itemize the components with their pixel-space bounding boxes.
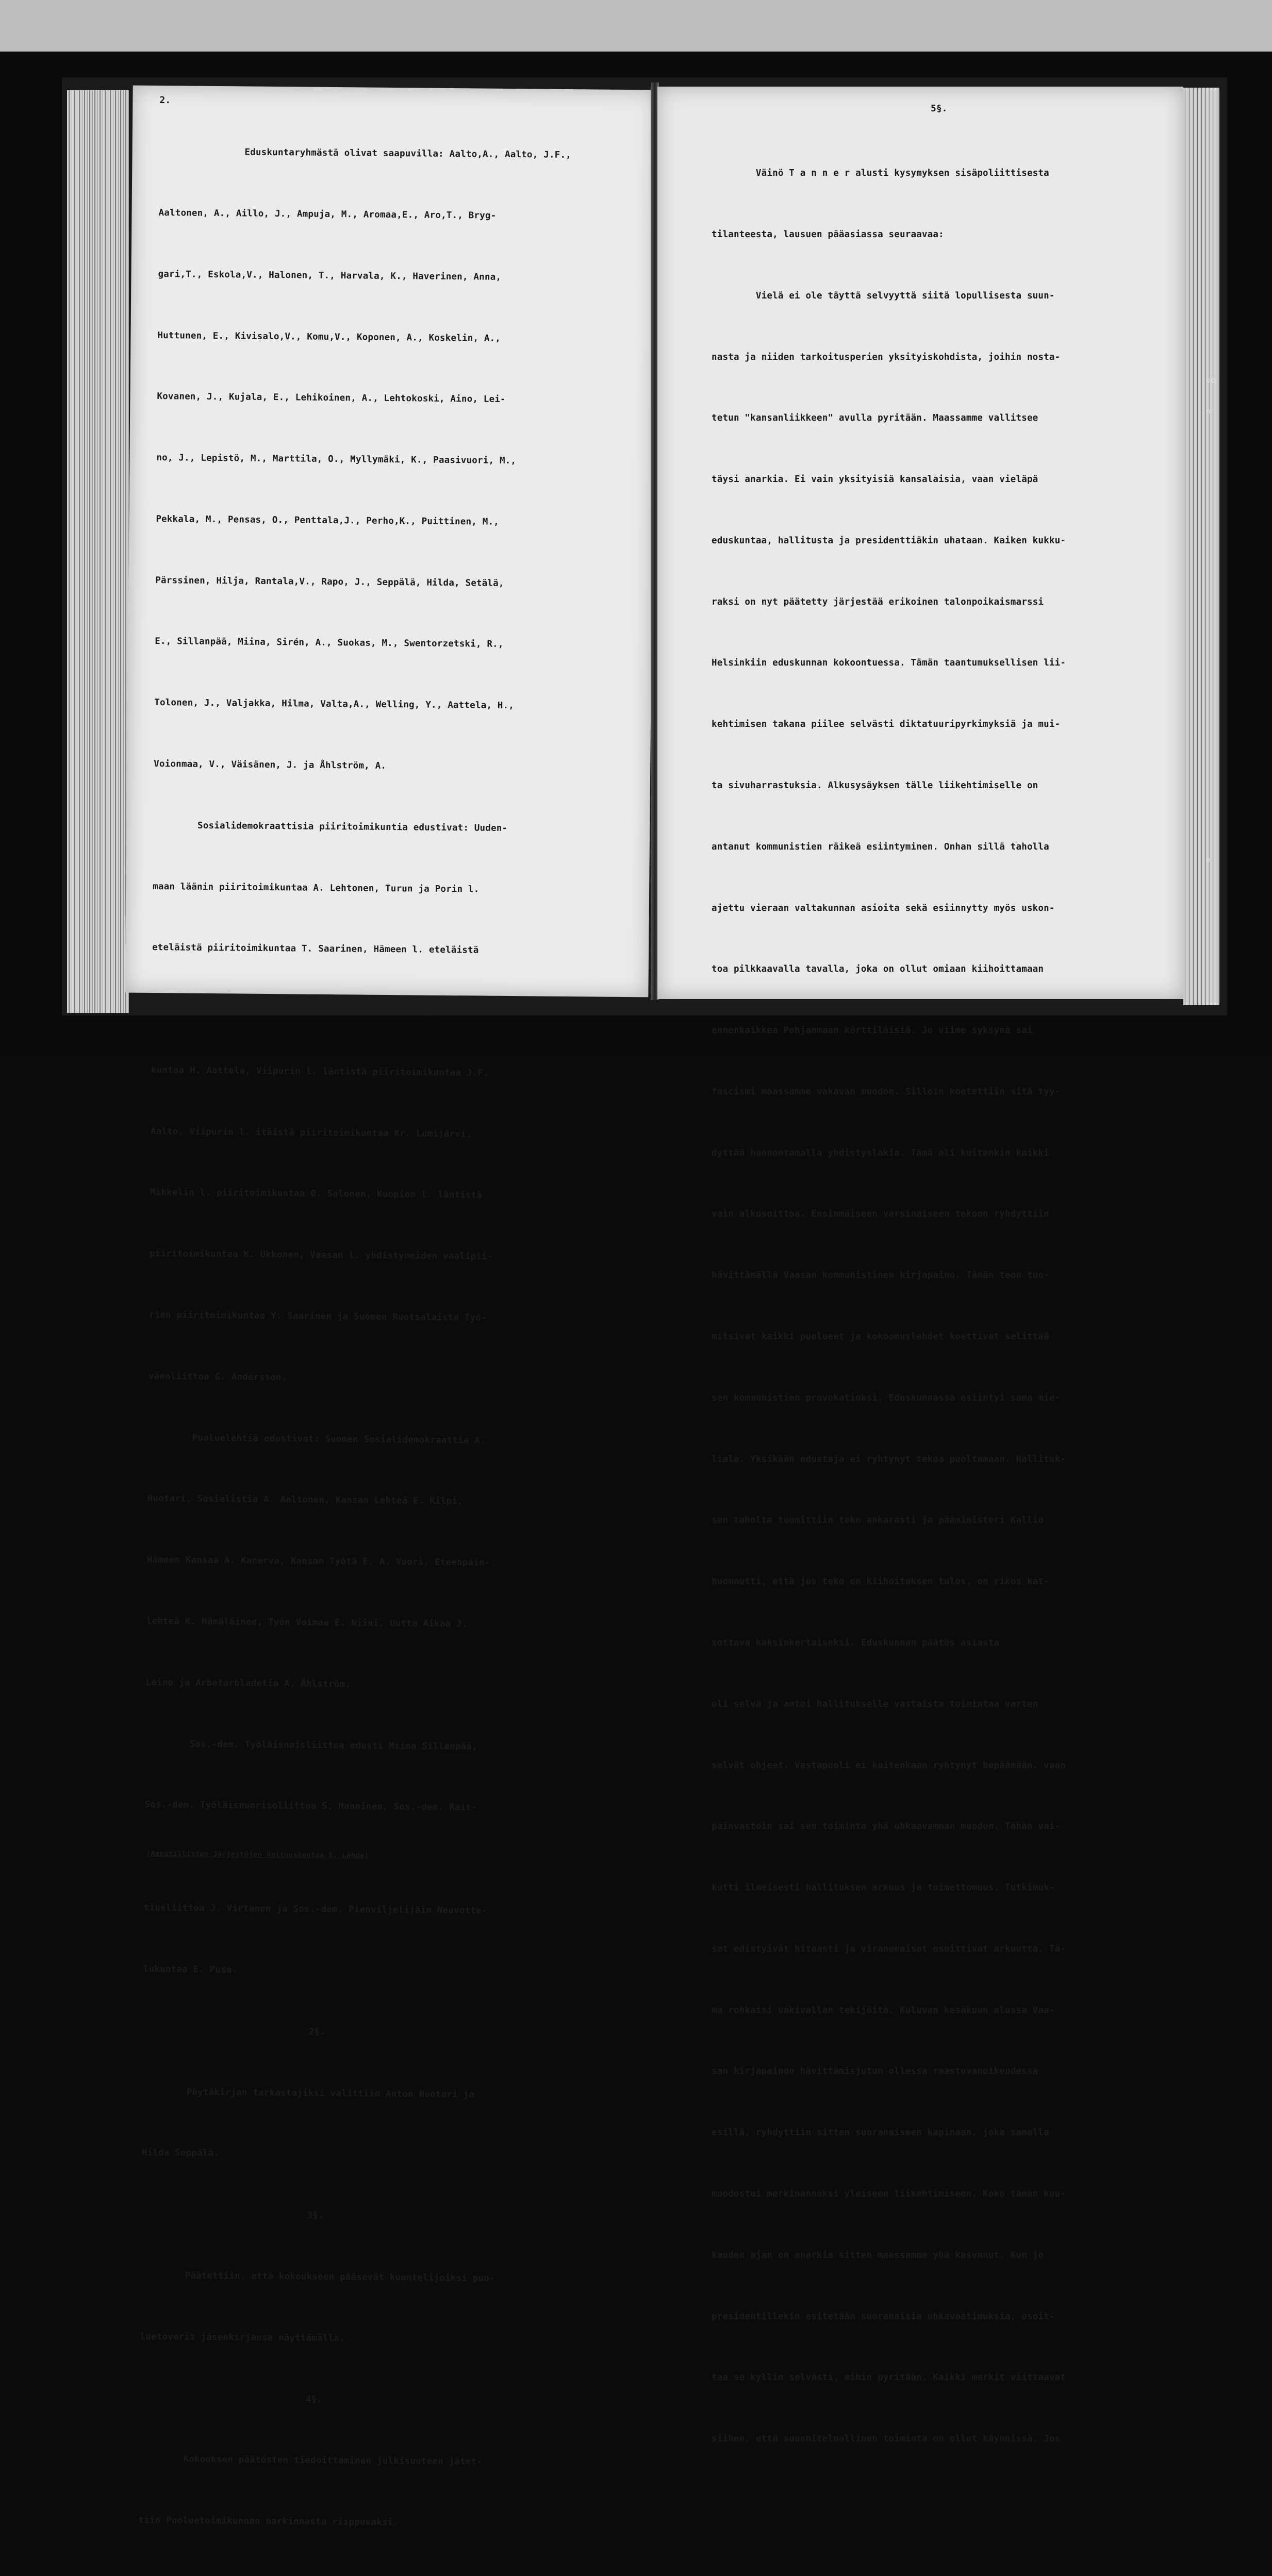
text-line: fascismi maassamme vakavan muodon. Silloin koetettiin sitä tyy- [712, 1086, 1061, 1097]
text-line: rien piiritoimikuntaa Y. Saarinen ja Suomen Ruotsalaista Työ- [148, 1309, 487, 1323]
text-line: Voionmaa, V., Väisänen, J. ja Åhlström, A. [154, 759, 387, 771]
scanner-top-strip [0, 0, 1272, 52]
edge-mark: e [1206, 856, 1211, 864]
section-heading: 2§. [142, 2025, 326, 2037]
text-line: hävittämällä Vaasan kommunistinen kirjapaino. Tämän teon tuo- [712, 1270, 1049, 1281]
text-line: ta sivuharrastuksia. Alkusysäyksen tälle liikehtimiselle on [712, 780, 1038, 791]
text-line: piiritoimikuntaa T. Aaltonen, Hämeen l. pohjoista piiritoimi- [151, 1004, 490, 1017]
text-line: Päätettiin, että kokoukseen pääsevät kuuntelijoiksi puo- [140, 2270, 495, 2284]
text-line: Hämeen Kansaa A. Kanerva, Kansan Työtä E. A. Vuori, Eteenpäin- [146, 1555, 490, 1568]
text-line: Sos.-dem. Työläisnuorisoliittoa S. Manninen, Sos.-dem. Rait- [144, 1800, 477, 1813]
text-line: esillä, ryhdyttiin sitten suoranaiseen kapinaan, joka samalla [712, 2128, 1049, 2138]
text-line: Väinö T a n n e r alusti kysymyksen sisäpoliittisesta [712, 168, 1049, 179]
text-line: no, J., Lepistö, M., Marttila, O., Myllymäki, K., Paasivuori, M., [156, 453, 517, 467]
left-page [125, 86, 656, 2528]
text-line: Pekkala, M., Pensas, O., Penttala,J., Perho,K., Puittinen, M., [156, 513, 500, 527]
left-page-text [138, 101, 572, 2575]
text-line: set edistyivät hitaasti ja viranomaiset osoittivat arkuutta. Tä- [712, 1943, 1066, 1954]
text-line: presidentillekin esitetään suoranaisia uhkavaatimuksia, osoit- [712, 2311, 1055, 2322]
text-line: mitsivat kaikki puolueet ja kokoomuslehdet koettivat selittää [712, 1332, 1049, 1342]
text-line: piiritoimikuntaa K. Ukkonen, Vaasan l. yhdistyneiden vaalipii- [149, 1249, 493, 1262]
text-line: Aalto, Viipurin l. itäistä piiritoimikuntaa Kr. Lumijärvi, [150, 1126, 472, 1140]
text-line: sen taholta tuomittiin teko ankarasti ja pääministeri Kallio [712, 1515, 1044, 1526]
text-line: mä rohkaisi väkivallan tekijöitä. Kuluvan kesäkuun alussa Vaa- [712, 2005, 1055, 2016]
text-line: täysi anarkia. Ei vain yksityisiä kansalaisia, vaan vieläpä [712, 474, 1038, 485]
text-line: Aaltonen, A., Aillo, J., Ampuja, M., Aromaa,E., Aro,T., Bryg- [158, 208, 497, 221]
text-line: kauden ajan on anarkia sitten maassamme yhä kasvanut. Kun jo [712, 2250, 1044, 2261]
text-line: Eduskuntaryhmästä olivat saapuvilla: Aalto,A., Aalto, J.F., [200, 146, 571, 161]
section-heading: 4§. [139, 2392, 322, 2405]
page-number: 2. [159, 95, 171, 106]
text-line: tetun "kansanliikkeen" avulla pyritään. Maassamme vallitsee [712, 413, 1038, 424]
left-page-edges [67, 90, 129, 1013]
text-line: sottava kaksinkertaiseksi. Eduskunnan päätös asiasta [712, 1637, 1000, 1648]
text-line: kutti ilmeisesti hallituksen arkuus ja toimettomuus. Tutkimuk- [712, 1883, 1055, 1893]
text-line: väenliittoa G. Andersson. [148, 1371, 287, 1383]
text-line: Huotari, Sosialistia A. Aaltonen, Kansan Lehteä E. Kilpi, [147, 1493, 463, 1507]
text-line: tilanteesta, lausuen pääasiassa seuraavaa: [712, 229, 944, 240]
text-line: luetoverit jäsenkirjansa näyttämällä. [140, 2331, 345, 2344]
text-line: antanut kommunistien räikeä esiintyminen. Onhan sillä taholla [712, 841, 1049, 852]
text-line: Kovanen, J., Kujala, E., Lehikoinen, A., Lehtokoski, Aino, Lei- [157, 391, 506, 405]
text-line: sen kommunistien provokatioksi. Eduskunnassa esiintyi sama mie- [712, 1392, 1061, 1403]
text-line: toa pilkkaavalla tavalla, joka on ollut omiaan kiihoittamaan [712, 964, 1044, 975]
text-line: oli selvä ja antoi hallitukselle vastaista toimintaa varten [712, 1699, 1038, 1709]
text-line: Vielä ei ole täyttä selvyyttä siitä lopullisesta suun- [712, 290, 1055, 301]
text-line: taa se kyllin selvästi, mihin pyritään. Kaikki merkit viittaavat [712, 2372, 1066, 2383]
text-line: huomautti, että jos teko on kiihoituksen tulos, on rikos kat- [712, 1576, 1049, 1587]
text-line: san kirjapainon hävittämisjutun ollessa raastuvanoikeudessa [712, 2066, 1038, 2077]
text-line: ennenkaikkea Pohjanmaan körttiläisiä. Jo viime syksynä sai [712, 1025, 1033, 1036]
text-line: selvät ohjeet. Vastapuoli ei kuitenkaan ryhtynyt bepäämään, vaan [712, 1760, 1066, 1771]
text-line: E., Sillanpää, Miina, Sirén, A., Suokas, M., Swentorzetski, R., [155, 636, 504, 650]
text-line: Pärssinen, Hilja, Rantala,V., Rapo, J., Seppälä, Hilda, Setälä, [155, 575, 504, 589]
text-line: siihen, että suunnitelmallinen toiminta on ollut käynnissä. Jos [712, 2434, 1061, 2445]
text-line: Leino ja Arbetarbladetia A. Åhlström. [145, 1677, 351, 1690]
edge-mark: n [1206, 407, 1211, 416]
text-line: maan läänin piiritoimikuntaa A. Lehtonen, Turun ja Porin l. [153, 881, 480, 895]
text-line: dyttää huonontamalla yhdistyslakia. Tämä oli kuitenkin kaikki [712, 1148, 1049, 1158]
text-line: Huttunen, E., Kivisalo,V., Komu,V., Koponen, A., Koskelin, A., [157, 330, 501, 344]
text-line: Pöytäkirjan tarkastajiksi valittiin Anton Huotari ja [142, 2086, 474, 2100]
right-page-edges [1183, 88, 1219, 1005]
text-line: nasta ja niiden tarkoitusperien yksityiskohdista, joihin nosta- [712, 352, 1061, 362]
text-line: Sosialidemokraattisia piiritoimikuntia edustivat: Uuden- [153, 820, 508, 834]
text-line: eduskuntaa, hallitusta ja presidenttiäkin uhataan. Kaiken kukku- [712, 535, 1066, 546]
edge-mark: uc [1206, 376, 1215, 385]
text-line: ajettu vieraan valtakunnan asioita sekä esiinnytty myös uskon- [712, 903, 1055, 913]
text-line: Mikkelin l. piiritoimikuntaa O. Salonen, Kuopion l. läntistä [150, 1187, 483, 1201]
text-line: liala. Yksikään edustaja ei ryhtynyt tekoa puoltamaan. Hallituk- [712, 1454, 1066, 1465]
text-line: kehtimisen takana piilee selvästi diktatuuripyrkimyksiä ja mui- [712, 719, 1061, 730]
text-line: Helsinkiin eduskunnan kokoontuessa. Tämän taantumuksellisen lii- [712, 658, 1066, 669]
text-line: vain alkusoittoa. Ensimmäiseen varsinaiseen tekoon ryhdyttiin [712, 1209, 1049, 1220]
text-line: lehteä K. Hämäläinen, Työn Voimaa E. Niini, Uutta Aikaa J. [146, 1616, 468, 1630]
right-page [657, 87, 1183, 2445]
text-line: Tolonen, J., Valjakka, Hilma, Valta,A., Welling, Y., Aattela, H., [154, 697, 515, 711]
text-line: tiin Puoluetoimikunnan harkinnasta riippuvaksi. [138, 2515, 399, 2528]
text-line: raksi on nyt päätetty järjestää erikoinen talonpoikaismarssi [712, 596, 1044, 607]
section-number: 5§. [931, 103, 948, 114]
text-line: Kokouksen päätösten tiedoittaminen julkisuuteen jätet- [139, 2454, 483, 2467]
text-line: gari,T., Eskola,V., Halonen, T., Harvala, K., Haverinen, Anna, [158, 269, 502, 282]
text-line: päinvastoin sai sen toiminta yhä uhkaavamman muodon. Tähän vai- [712, 1821, 1061, 1832]
text-line: tiusliittoa J. Virtanen ja Sos.-dem. Pienviljelijäin Neuvotte- [143, 1903, 487, 1916]
text-line: muodostui merkinannoksi yleiseen liikehtimiseen. Koko tämän kuu- [712, 2188, 1066, 2199]
right-page-text [712, 123, 1066, 2490]
text-line: Hilda Seppälä. [141, 2148, 220, 2159]
section-heading: 3§. [141, 2209, 324, 2221]
text-line: kuntaa H. Aattela, Viipurin l. läntistä piiritoimikuntaa J.F. [151, 1065, 489, 1078]
text-line: Sos.-dem. Työläisnaisliittoa edusti Miina Sillanpää, [145, 1738, 477, 1752]
handwritten-insertion: (Ammatillisten Järjestöjen Valtuuskuntaa E. Lähde) [146, 1850, 369, 1860]
text-line: eteläistä piiritoimikuntaa T. Saarinen, Hämeen l. eteläistä [152, 942, 479, 956]
text-line: lukuntaa E. Pusa. [143, 1964, 238, 1975]
text-line: Puoluelehtiä edustivat: Suomen Sosialidemokraattia A. [147, 1432, 486, 1446]
